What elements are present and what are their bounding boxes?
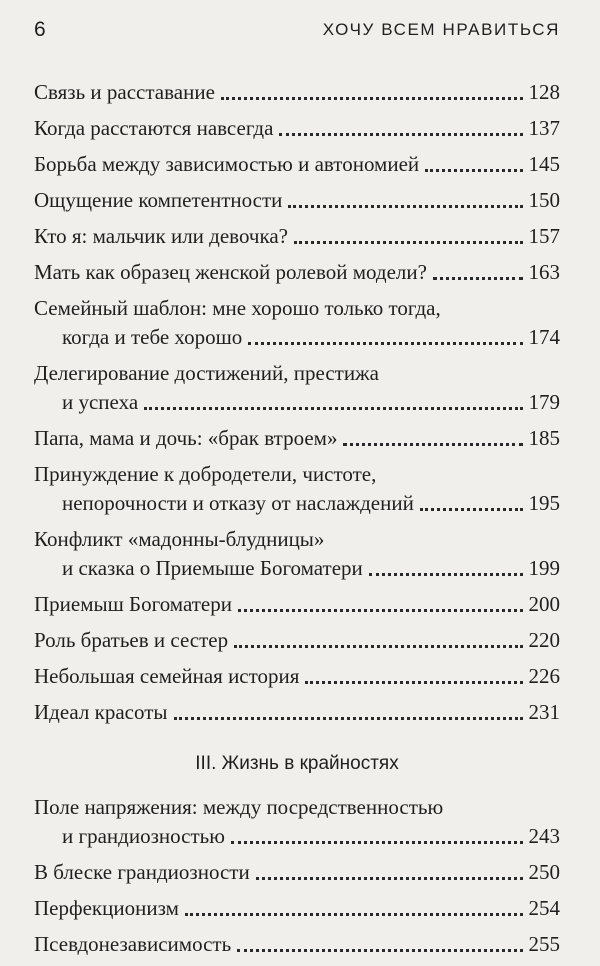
toc-page-number: 128 xyxy=(528,80,560,104)
toc-page-number: 254 xyxy=(528,896,560,920)
toc-entry xyxy=(34,698,560,727)
toc-entry xyxy=(34,114,560,143)
toc-page-number: 200 xyxy=(528,592,560,616)
dot-leader xyxy=(237,948,522,952)
toc-page-number: 255 xyxy=(528,932,560,956)
toc-entry-line xyxy=(34,258,560,287)
toc-entry xyxy=(34,78,560,107)
toc-entry-line xyxy=(34,294,560,323)
toc-entry-title: непорочности и отказу от наслаждений xyxy=(62,491,414,515)
toc-entry-title: Поле напряжения: между посредственностью xyxy=(34,795,444,819)
dot-leader xyxy=(185,912,523,916)
toc-entry-title: Когда расстаются навсегда xyxy=(34,116,274,140)
toc-page-number: 179 xyxy=(528,390,560,414)
toc-entry xyxy=(34,626,560,655)
toc-entry-title: Принуждение к добродетели, чистоте, xyxy=(34,462,377,486)
toc-page-number: 163 xyxy=(528,260,560,284)
dot-leader xyxy=(174,716,523,720)
toc-entry-title: Связь и расставание xyxy=(34,80,215,104)
dot-leader xyxy=(433,276,523,280)
toc-entry-title: В блеске грандиозности xyxy=(34,860,250,884)
toc-entry xyxy=(34,858,560,887)
toc-entry-line xyxy=(34,114,560,143)
toc-entry-line xyxy=(34,554,560,583)
dot-leader xyxy=(279,132,522,136)
toc-entry-line xyxy=(34,489,560,518)
page-header xyxy=(34,18,560,48)
toc-entry-title: Приемыш Богоматери xyxy=(34,592,232,616)
toc-entry-title: и сказка о Приемыше Богоматери xyxy=(62,556,363,580)
toc-entry xyxy=(34,662,560,691)
toc-entry-line xyxy=(34,698,560,727)
dot-leader xyxy=(248,341,522,345)
dot-leader xyxy=(294,240,523,244)
toc-entry-line xyxy=(34,222,560,251)
toc-entry-line xyxy=(34,359,560,388)
dot-leader xyxy=(221,96,523,100)
toc-page-number: 220 xyxy=(528,628,560,652)
toc-entry-title: когда и тебе хорошо xyxy=(62,325,243,349)
toc-entry-line xyxy=(34,793,560,822)
dot-leader xyxy=(144,406,522,410)
toc-entry-title: Ощущение компетентности xyxy=(34,188,283,212)
dot-leader xyxy=(305,680,522,684)
toc-page-number: 195 xyxy=(528,491,560,515)
section-title: III. Жизнь в крайностях xyxy=(195,753,399,774)
toc-list-top xyxy=(34,78,560,727)
toc-entry-title: Папа, мама и дочь: «брак втроем» xyxy=(34,426,338,450)
toc-entry-line xyxy=(34,323,560,352)
toc-page-number: 174 xyxy=(528,325,560,349)
running-title: ХОЧУ ВСЕМ НРАВИТЬСЯ xyxy=(322,20,560,39)
toc-page-number: 157 xyxy=(528,224,560,248)
toc-entry-line xyxy=(34,424,560,453)
toc-entry-line xyxy=(34,186,560,215)
toc-entry-title: Конфликт «мадонны-блудницы» xyxy=(34,527,325,551)
toc-entry xyxy=(34,294,560,352)
toc-entry-line xyxy=(34,626,560,655)
toc-entry-title: и успеха xyxy=(62,390,139,414)
toc-entry-title: Небольшая семейная история xyxy=(34,664,300,688)
toc-page-number: 199 xyxy=(528,556,560,580)
toc-page-number: 137 xyxy=(528,116,560,140)
dot-leader xyxy=(343,442,522,446)
toc-entry-line xyxy=(34,858,560,887)
toc-entry xyxy=(34,793,560,851)
toc-page-number: 250 xyxy=(528,860,560,884)
toc-entry xyxy=(34,460,560,518)
toc-entry-line xyxy=(34,460,560,489)
toc-entry-line xyxy=(34,150,560,179)
toc-entry-title: и грандиозностью xyxy=(62,824,225,848)
dot-leader xyxy=(369,572,523,576)
dot-leader xyxy=(420,507,523,511)
toc-page-number: 226 xyxy=(528,664,560,688)
toc-entry-title: Идеал красоты xyxy=(34,700,168,724)
dot-leader xyxy=(256,876,523,880)
toc-entry xyxy=(34,525,560,583)
toc-entry xyxy=(34,424,560,453)
toc-page-number: 231 xyxy=(528,700,560,724)
toc-entry-line xyxy=(34,930,560,959)
dot-leader xyxy=(425,168,522,172)
dot-leader xyxy=(288,204,522,208)
toc-entry-title: Мать как образец женской ролевой модели? xyxy=(34,260,427,284)
toc-entry-line xyxy=(34,590,560,619)
toc-entry-line xyxy=(34,662,560,691)
toc-entry-line xyxy=(34,822,560,851)
toc-entry-title: Борьба между зависимостью и автономией xyxy=(34,152,420,176)
toc-entry-line xyxy=(34,525,560,554)
toc-entry-title: Псевдонезависимость xyxy=(34,932,232,956)
toc-entry-line xyxy=(34,78,560,107)
toc-list-bottom xyxy=(34,793,560,959)
toc-entry xyxy=(34,930,560,959)
toc-entry-title: Делегирование достижений, престижа xyxy=(34,361,379,385)
toc-entry-title: Роль братьев и сестер xyxy=(34,628,229,652)
toc-page-number: 185 xyxy=(528,426,560,450)
toc-page-number: 150 xyxy=(528,188,560,212)
toc-entry-title: Кто я: мальчик или девочка? xyxy=(34,224,288,248)
toc-entry xyxy=(34,590,560,619)
dot-leader xyxy=(231,840,523,844)
toc-entry-line xyxy=(34,388,560,417)
table-of-contents xyxy=(34,78,560,966)
toc-page-number: 243 xyxy=(528,824,560,848)
toc-entry xyxy=(34,359,560,417)
toc-entry xyxy=(34,258,560,287)
page-number: 6 xyxy=(34,18,46,41)
dot-leader xyxy=(238,608,523,612)
toc-entry-title: Семейный шаблон: мне хорошо только тогда, xyxy=(34,296,441,320)
toc-entry xyxy=(34,186,560,215)
toc-page-number: 145 xyxy=(528,152,560,176)
toc-entry xyxy=(34,222,560,251)
toc-entry-title: Перфекционизм xyxy=(34,896,179,920)
toc-entry xyxy=(34,150,560,179)
dot-leader xyxy=(234,644,522,648)
